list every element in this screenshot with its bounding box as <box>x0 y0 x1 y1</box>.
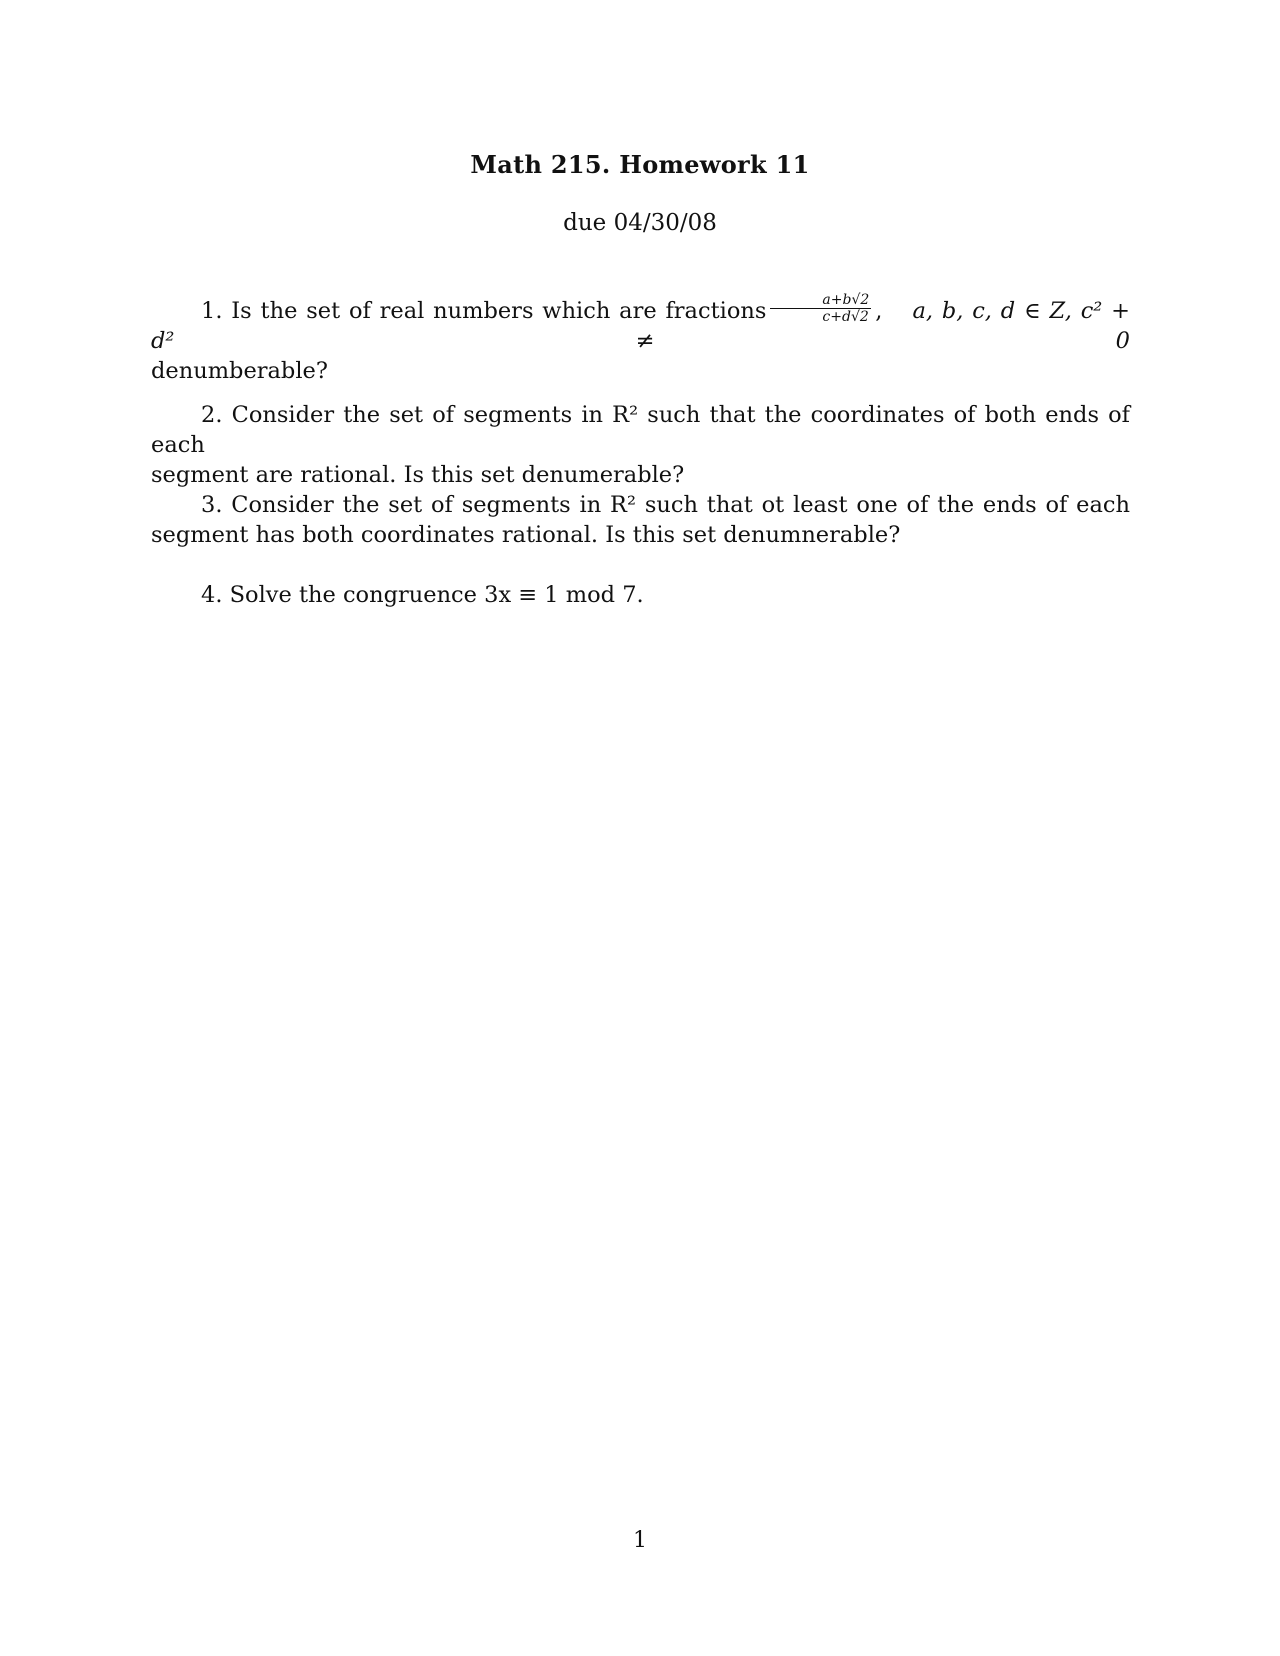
problem-3-text: Consider the set of segments in R² such that ot least one of the ends of each <box>231 492 1130 518</box>
problem-2-lead <box>151 400 1130 460</box>
problem-1-lead: 1. Is the set of real numbers which are fractions $\frac{a+b√2}{c+d√2}$ , a, b, c, d ∈ Z, c² + d² ≠ 0 <box>151 291 1130 354</box>
problem-4-lead <box>151 580 1130 610</box>
problem-3-number: 3. <box>201 492 223 518</box>
problem-4 <box>151 580 1130 610</box>
page-title: Math 215. Homework 11 <box>470 150 810 179</box>
fraction-numerator: a+b√2 <box>770 292 871 309</box>
problem-1-condition: a, b, c, d ∈ Z, c² + d² ≠ 0 <box>151 298 1130 354</box>
problem-2 <box>151 400 1130 490</box>
problem-1-text: Is the set of real numbers which are fractions <box>231 298 767 324</box>
problem-2-text: Consider the set of segments in R² such that the coordinates of both ends of each <box>151 402 1130 458</box>
problem-3 <box>151 490 1130 550</box>
problem-3-tail: segment has both coordinates rational. Is this set denumnerable? <box>151 522 901 548</box>
page-number: 1 <box>633 1528 647 1553</box>
problem-2-number: 2. <box>201 402 223 428</box>
problem-1-number: 1. <box>201 298 223 324</box>
problem-1 <box>151 291 1130 386</box>
problem-4-text: Solve the congruence 3x ≡ 1 mod 7. <box>229 582 644 608</box>
problem-2-tail: segment are rational. Is this set denumerable? <box>151 462 685 488</box>
fraction <box>770 292 871 325</box>
due-date: due 04/30/08 <box>563 210 717 236</box>
fraction-denominator: c+d√2 <box>822 308 869 325</box>
problem-3-lead <box>151 490 1130 520</box>
problem-4-number: 4. <box>201 582 223 608</box>
problem-1-tail: denumberable? <box>151 358 328 384</box>
